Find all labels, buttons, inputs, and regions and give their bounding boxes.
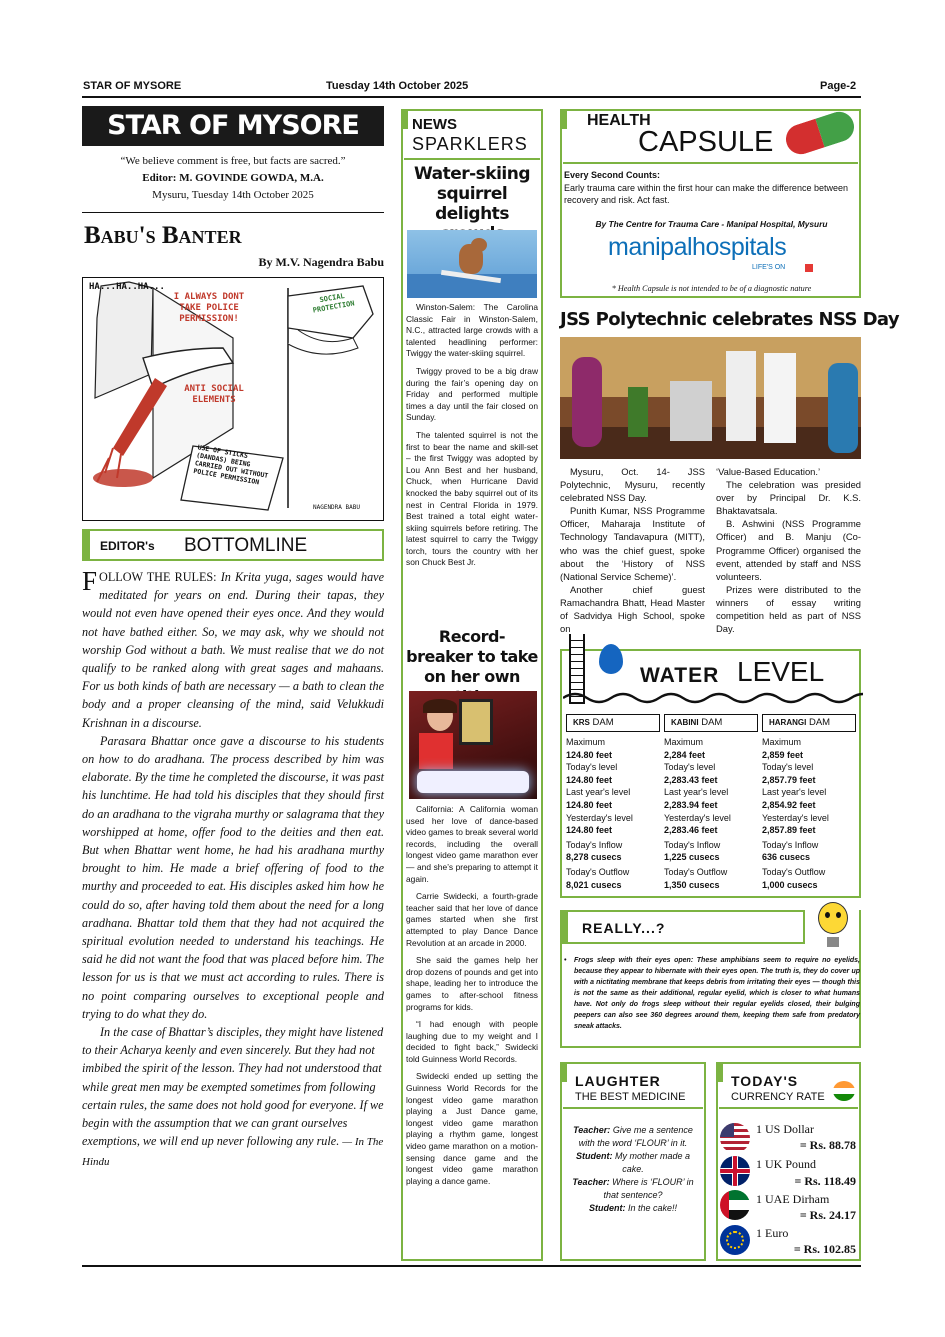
- dam-row-value: 124.80 feet: [566, 825, 613, 836]
- dam-row-label: Today's Inflow: [762, 839, 819, 850]
- india-flag-icon: [833, 1081, 855, 1101]
- cartoon-laugh: HA...HA..HA...: [89, 282, 165, 292]
- water-drop-icon: [599, 644, 623, 674]
- dam-name-b: DAM: [592, 717, 614, 728]
- dam-row-value: 2,283.46 feet: [664, 825, 718, 836]
- really-header: [560, 910, 805, 944]
- masthead-info: [82, 153, 384, 204]
- header-date: Tuesday 14th October 2025: [326, 80, 469, 92]
- dam-column: [566, 714, 660, 891]
- currency-name-usd: 1 US Dollar: [756, 1122, 814, 1136]
- currency-label-a: TODAY'S: [731, 1073, 799, 1089]
- masthead-title: STAR OF MYSORE: [82, 106, 384, 146]
- bottomline-p1: In Krita yuga, sages would have meditated for years on end. During their tapas, they would not even have opened their eyes once. And they would not have bathed either. So, we may ask, why we should not worship God without a bath. We must realise that we do not qualify to be ranked along with great sages and mahaans. For us both kinds of bath are necessary — a bath to clean the body and a proper cleansing of the mind, said Velukkudi Krishnan in a discourse.: [82, 570, 385, 730]
- header-rule: [82, 96, 861, 98]
- dam-row-label: Today's Inflow: [664, 839, 721, 850]
- dam-row-value: 1,350 cusecs: [664, 879, 720, 890]
- capsule-icon: [782, 108, 858, 158]
- news-s2-p1: California: A California woman used her love of dance-based video games to break several world records, including the overall longest video game marathon ever — and she’s preparing to attempt it again.: [406, 804, 538, 884]
- dam-column: [762, 714, 856, 891]
- dam-table: [566, 714, 858, 894]
- news-story2-body: [406, 804, 538, 1193]
- dam-row-value: 1,000 cusecs: [762, 879, 818, 890]
- cartoon-board-text: USE OF STICKS (DANDAS) BEING CARRIED OUT WITHOUT POLICE PERMISSION: [192, 443, 269, 487]
- bottomline-p3: In the case of Bhattar’s disciples, they might have listened to their Acharya keenly and even sincerely. But they had not imbibed the spirit of the lesson. They had not understood that while great men may be exempted sometimes from following certain rules, the same does not hold good for everyone. If we begin with the assumption that we can grant ourselves exemptions, we will end up never following any rule.: [82, 1025, 384, 1149]
- health-body: Early trauma care within the first hour can make the difference between recovery and risk. Act fast.: [564, 183, 848, 205]
- manipal-plus-icon: [805, 264, 813, 272]
- jss-p4: ‘Value-Based Education.’: [716, 466, 821, 477]
- dam-row-label: Today's level: [566, 762, 618, 773]
- cartoon-anti-social: ANTI SOCIAL ELEMENTS: [184, 384, 244, 405]
- bottomline-label-b: BOTTOMLINE: [184, 535, 308, 556]
- cartoon-flag-text: SOCIAL PROTECTION: [312, 291, 356, 315]
- dam-row-value: 2,854.92 feet: [762, 799, 816, 810]
- dam-row-label: Maximum: [762, 737, 802, 747]
- joke-speaker: Student:: [588, 1203, 626, 1213]
- health-label-a: HEALTH: [587, 112, 651, 129]
- currency-header: [719, 1065, 858, 1109]
- news-s2-p2: Carrie Swidecki, a fourth-grade teacher said that her love of dance games started when she first attempted to play Dance Dance Revolution at an arcade in 2000.: [406, 891, 538, 948]
- dam-row-label: Last year's level: [664, 787, 729, 798]
- health-note: * Health Capsule is not intended to be of a diagnostic nature: [611, 284, 812, 293]
- bottomline-header: [82, 529, 384, 561]
- currency-value-aed: = Rs. 24.17: [799, 1208, 856, 1222]
- dam-row-label: Today's Outflow: [762, 866, 826, 877]
- dam-column: [664, 714, 758, 891]
- currency-name-eur: 1 Euro: [756, 1226, 789, 1240]
- dam-row-label: Maximum: [566, 737, 606, 747]
- joke-line: In the cake!!: [625, 1203, 678, 1213]
- dam-row-value: 2,283.94 feet: [664, 799, 718, 810]
- news-label-a: NEWS: [412, 116, 457, 133]
- currency-name-aed: 1 UAE Dirham: [756, 1192, 830, 1206]
- lightbulb-icon: [818, 902, 848, 934]
- dam-row-label: Today's Outflow: [664, 866, 728, 877]
- banter-byline: By M.V. Nagendra Babu: [258, 255, 384, 269]
- header-page-number: Page-2: [820, 80, 857, 92]
- jss-p3: Another chief guest Ramachandra Bhatt, Head Master of Sadvidya High School, spoke on: [560, 583, 705, 635]
- water-wave-icon: [563, 688, 863, 708]
- health-header: [563, 112, 858, 164]
- dam-row-value: 8,021 cusecs: [566, 879, 622, 890]
- really-label: REALLY...?: [582, 920, 666, 936]
- banter-cartoon: [82, 277, 384, 521]
- dam-row-value: 636 cusecs: [762, 852, 811, 863]
- health-credit: By The Centre for Trauma Care - Manipal Hospital, Mysuru: [595, 219, 828, 229]
- dam-row-label: Last year's level: [762, 787, 827, 798]
- news-story1-body: [406, 302, 538, 575]
- jss-col1: [560, 465, 705, 635]
- water-header: [563, 634, 859, 712]
- currency-value-eur: = Rs. 102.85: [793, 1242, 856, 1256]
- currency-value-usd: = Rs. 88.78: [799, 1138, 856, 1152]
- dam-row-value: 2,283.43 feet: [664, 774, 718, 785]
- cartoon-signature: NAGENDRA BABU: [313, 504, 360, 511]
- dam-name-a: HARANGI: [769, 718, 807, 727]
- manipal-tagline: LIFE'S ON: [752, 264, 786, 271]
- dam-row-value: 8,278 cusecs: [566, 852, 622, 863]
- health-head: Every Second Counts:: [564, 170, 661, 180]
- dam-row-label: Yesterday's level: [566, 812, 633, 823]
- dam-row-label: Maximum: [664, 737, 704, 747]
- joke-line: My mother made a cake.: [612, 1151, 691, 1174]
- news-s2-p3: She said the games help her drop dozens of pounds and get into shape, leading her to introduce the games to after-school fitness programs for kids.: [406, 955, 538, 1012]
- dam-name-a: KABINI: [671, 718, 699, 727]
- bullet-icon: •: [564, 957, 567, 964]
- dam-name: [762, 714, 856, 732]
- dam-row-label: Yesterday's level: [664, 812, 731, 823]
- jss-p2: Punith Kumar, NSS Programme Officer, Maharaja Institute of Technology Tandavapura (MITT), who was the chief guest, spoke about the ‘History of NSS (National Service Scheme)’.: [560, 505, 705, 582]
- news-s2-p4: “I had enough with people laughing due to my weight and I decided to fight back,” Swidecki told Guinness World Records.: [406, 1019, 538, 1064]
- record-breaker-photo: [409, 691, 537, 799]
- dam-row-label: Today's level: [664, 762, 716, 773]
- news-s1-p2: Twiggy proved to be a big draw during the fair’s opening day on Friday and performed multiple times a day until the fair closed on Sunday.: [406, 365, 538, 423]
- eu-flag-icon: [720, 1225, 750, 1255]
- dam-row-label: Yesterday's level: [762, 812, 829, 823]
- jss-p5: The celebration was presided over by Principal Dr. K.S. Bhaktavatsala.: [716, 479, 861, 517]
- dam-row-value: 124.80 feet: [566, 749, 613, 760]
- masthead-editor: Editor: M. GOVINDE GOWDA, M.A.: [142, 172, 324, 184]
- masthead-quote: “We believe comment is free, but facts are sacred.”: [120, 155, 346, 167]
- news-label-b: SPARKLERS: [412, 134, 528, 154]
- really-fact: Frogs sleep with their eyes open: These amphibians seem to require no eyelids, because they appear to hibernate with their eyes open. The truth is, they do cover up with a nictitating membrane that keeps debris from irritating their eyes — though this is not the same as their additional, regular eyelid, which is closer to what humans have. Not only do frogs sleep without their regular eyelids closed, their bulging peepers can also see 360 degrees around them, keeping them safe from predatory sneak attacks.: [574, 957, 860, 1030]
- jss-col2: [716, 465, 861, 635]
- dam-row-value: 2,857.89 feet: [762, 825, 816, 836]
- currency-value-gbp: = Rs. 118.49: [794, 1174, 856, 1188]
- joke-speaker: Student:: [575, 1151, 613, 1161]
- jss-p7: Prizes were distributed to the winners of essay writing competition held as part of NSS Day.: [716, 583, 861, 635]
- dam-name-b: DAM: [701, 717, 723, 728]
- dam-name-a: KRS: [573, 718, 590, 727]
- laughter-label-a: LAUGHTER: [575, 1073, 661, 1089]
- laughter-label-b: THE BEST MEDICINE: [575, 1091, 686, 1103]
- dam-name-b: DAM: [808, 717, 831, 728]
- jss-p6: B. Ashwini (NSS Programme Officer) and B. Manju (Co-Programme Officer) organised the event, attended by staff and NSS volunteers.: [716, 518, 861, 582]
- currency-name-gbp: 1 UK Pound: [756, 1157, 817, 1171]
- dropcap: F: [82, 566, 98, 596]
- uae-flag-icon: [720, 1190, 750, 1220]
- jss-p1: Mysuru, Oct. 14- JSS Polytechnic, Mysuru, recently celebrated NSS Day.: [560, 466, 705, 504]
- joke-line: Give me a sentence with the word ‘FLOUR’ in it.: [578, 1125, 693, 1148]
- joke-line: Where is ‘FLOUR’ in that sentence?: [603, 1177, 694, 1200]
- jss-title: JSS Polytechnic celebrates NSS Day: [560, 309, 900, 330]
- news-story2-title: Record-breaker to take on her own: [406, 627, 538, 686]
- bottomline-body: [82, 568, 384, 1171]
- dam-row-value: 2,859 feet: [762, 749, 804, 760]
- dam-row-label: Last year's level: [566, 787, 631, 798]
- bottomline-lead: OLLOW THE RULES:: [99, 570, 217, 584]
- bottomline-source: — In The Hindu: [82, 1136, 384, 1168]
- bottomline-label-a: EDITOR's: [100, 539, 155, 553]
- dam-row-value: 124.80 feet: [566, 799, 613, 810]
- footer-rule: [82, 1265, 861, 1267]
- currency-label-b: CURRENCY RATE: [731, 1091, 825, 1103]
- dam-row-label: Today's Outflow: [566, 866, 630, 877]
- header-paper-name: STAR OF MYSORE: [83, 80, 182, 92]
- news-header: [404, 112, 540, 160]
- dam-row-value: 2,284 feet: [664, 749, 706, 760]
- water-label-b: LEVEL: [737, 656, 825, 687]
- dam-row-value: 124.80 feet: [566, 774, 613, 785]
- news-story1-title: Water-skiing squirrel delights: [413, 164, 531, 224]
- manipal-logo: manipalhospitals: [608, 233, 787, 261]
- laughter-header: [563, 1065, 703, 1109]
- dam-row-value: 1,225 cusecs: [664, 852, 720, 863]
- bottomline-p2: Parasara Bhattar once gave a discourse to his students on how to do aradhana. The process described by him was elaborate. By the time he completed the discourse, it was past his lunchtime. He had told his disciples that they should first do an aradhana to the vigraha murthy or salagrama that they worshipped at home, offer food to the deities and then eat. But when Bhattar went home, he had his aradhana murthy brought to him. He made a brief offering of food to the murthy and proceeded to eat. His disciples asked him how he could do so, after having told them about the need for a long aradhana. Bhattar told them that they had not acquired the spiritual evolution needed to understand his teachings. He said he did not want the food that was placed before him. The lesson for us is that we must act according to rules. There is no point comparing ourselves to exceptional people and trying to do what they do.: [82, 733, 384, 1021]
- banter-title: Babu's Banter: [84, 222, 242, 249]
- dam-row-label: Today's Inflow: [566, 839, 623, 850]
- news-s1-p3: The talented squirrel is not the first to bear the name and skill-set – the first Twiggy was adopted by Lou Ann Best and her husband, Chuck, when Hurricane David knocked the baby squirrel out of its nest in Central Florida in 1979. Best trained a total eight water-skiing squirrels before retiring. The latest squirrel to carry the Twiggy torch, tours the country with her son Chuck Best Jr.: [406, 429, 538, 568]
- news-s2-p5: Swidecki ended up setting the Guinness World Records for the longest video game marathon playing a Just Dance game, longest video game marathon playing a rhythm game, longest video game marathon on a motion-sensing dance game and the longest video game marathon playing a dance game.: [406, 1071, 538, 1186]
- masthead-dateline: Mysuru, Tuesday 14th October 2025: [152, 189, 314, 201]
- dam-row-label: Today's level: [762, 762, 814, 773]
- us-flag-icon: [720, 1123, 750, 1153]
- cartoon-speech: I ALWAYS DONT TAKE POLICE PERMISSION!: [173, 292, 245, 324]
- dam-name: [566, 714, 660, 732]
- news-s1-p1: Winston-Salem: The Carolina Classic Fair in Winston-Salem, N.C., attracted large crowds with a talented headlining performer: Twiggy the water-skiing squirrel.: [406, 302, 538, 359]
- joke-speaker: Teacher:: [572, 1177, 610, 1187]
- jss-photo: [560, 337, 861, 459]
- dam-name: [664, 714, 758, 732]
- uk-flag-icon: [720, 1156, 750, 1186]
- dam-row-value: 2,857.79 feet: [762, 774, 816, 785]
- really-text: [564, 955, 860, 1032]
- health-label-b: CAPSULE: [638, 126, 774, 158]
- joke-speaker: Teacher:: [573, 1125, 611, 1135]
- water-label-a: WATER: [640, 664, 720, 687]
- laughter-joke: [565, 1124, 701, 1215]
- squirrel-photo: [407, 230, 537, 298]
